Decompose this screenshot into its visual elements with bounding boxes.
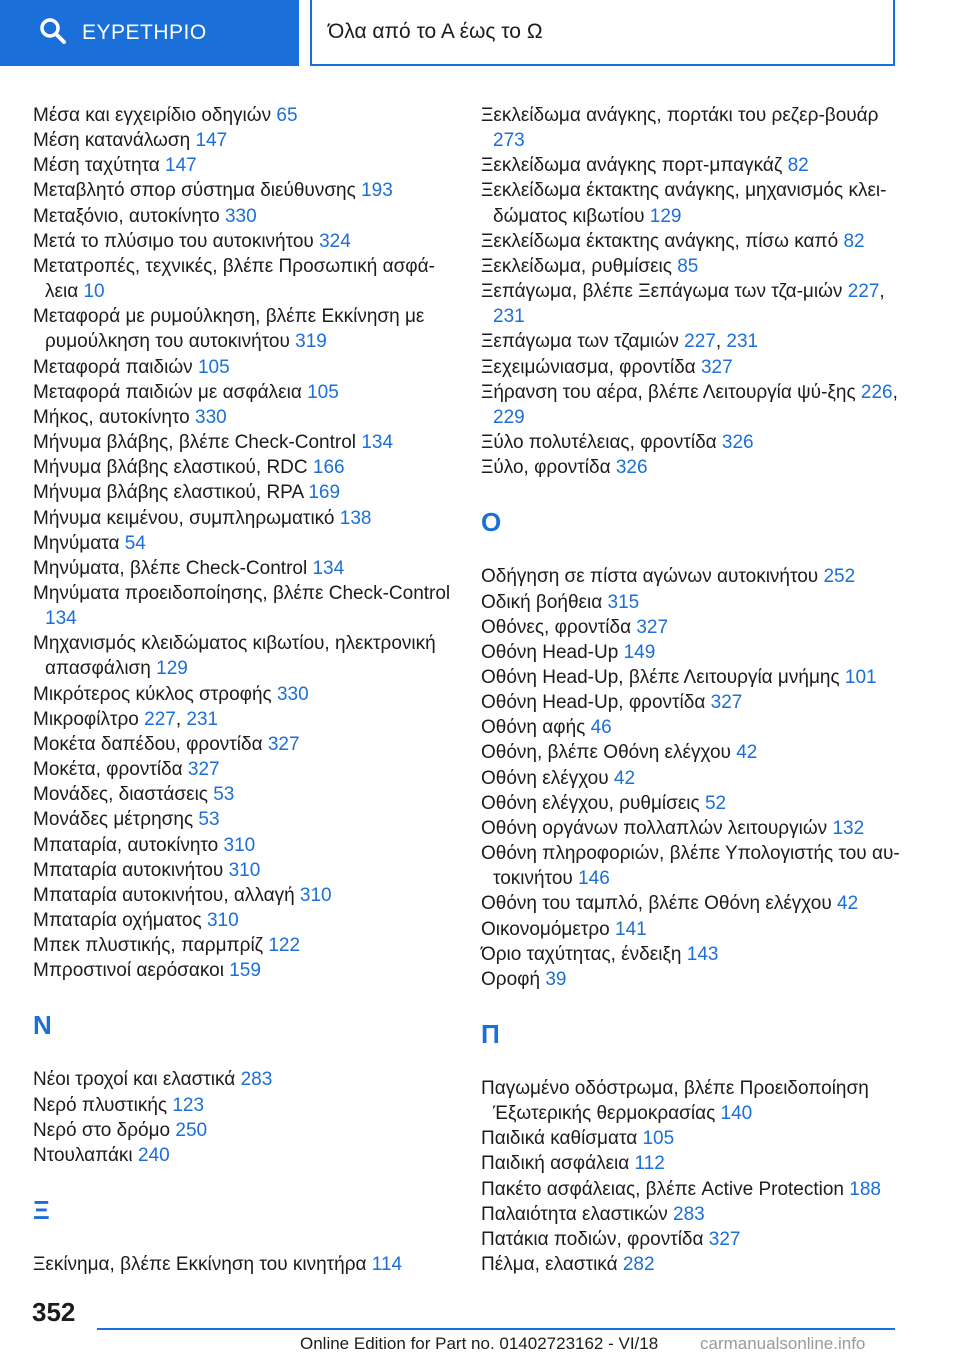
index-entry xyxy=(481,891,901,916)
page-link[interactable]: 310 xyxy=(228,859,261,881)
index-term: Οθόνη Head-Up xyxy=(481,641,624,663)
page-link[interactable]: 122 xyxy=(268,935,301,957)
page-link[interactable]: 327 xyxy=(710,692,743,714)
index-term: Μπαταρία αυτοκινήτου xyxy=(33,859,229,881)
index-term: Μήνυμα κειμένου, συμπληρωματικό xyxy=(33,507,340,529)
index-term: Μεταβλητό σπορ σύστημα διεύθυνσης xyxy=(33,180,362,202)
page-link[interactable]: 283 xyxy=(240,1069,273,1091)
index-entry xyxy=(33,958,453,983)
index-entry xyxy=(33,229,453,254)
index-entry xyxy=(33,1093,453,1118)
index-term: Ξεχειμώνιασμα, φροντίδα xyxy=(481,356,701,378)
page-link[interactable]: 149 xyxy=(623,641,656,663)
page-link[interactable]: 310 xyxy=(223,834,256,856)
index-entry xyxy=(33,480,453,505)
page-link[interactable]: 327 xyxy=(187,759,220,781)
index-entry xyxy=(33,1252,453,1277)
index-term: Οθόνη ελέγχου xyxy=(481,767,614,789)
index-entry xyxy=(481,1227,901,1252)
index-term: Οθόνη, βλέπε Οθόνη ελέγχου xyxy=(481,742,737,764)
index-term: Παλαιότητα ελαστικών xyxy=(481,1203,673,1225)
page-link[interactable]: 42 xyxy=(736,742,758,764)
page-link[interactable]: 141 xyxy=(615,918,647,940)
page-link[interactable]: 146 xyxy=(578,868,610,890)
page-link[interactable]: 282 xyxy=(622,1254,655,1276)
index-entry xyxy=(33,883,453,908)
index-term: Ξεκλείδωμα έκτακτης ανάγκης, μηχανισμός κλει-δώματος κιβωτίου xyxy=(481,180,887,227)
index-term: Μηνύματα xyxy=(33,532,125,554)
index-entry xyxy=(33,128,453,153)
index-term: Όριο ταχύτητας, ένδειξη xyxy=(481,943,687,965)
index-entry xyxy=(33,631,453,681)
index-term: Παιδική ασφάλεια xyxy=(481,1153,635,1175)
page-link[interactable]: 129 xyxy=(649,205,682,227)
index-entry xyxy=(481,816,901,841)
page-link[interactable]: 227 xyxy=(684,331,716,353)
page-link[interactable]: 105 xyxy=(197,356,230,378)
page-link[interactable]: 193 xyxy=(361,180,393,202)
index-term: Μοκέτα δαπέδου, φροντίδα xyxy=(33,733,268,755)
section-letter: Ο xyxy=(481,507,502,538)
index-term: Ξήρανση του αέρα, βλέπε Λειτουργία ψύ-ξης xyxy=(481,381,861,403)
index-entry xyxy=(481,153,901,178)
page-link[interactable]: 129 xyxy=(156,658,188,680)
index-entry xyxy=(481,1252,901,1277)
page-link[interactable]: 273 xyxy=(493,130,525,152)
page-link[interactable]: 319 xyxy=(295,331,327,353)
index-term: Οθόνη οργάνων πολλαπλών λειτουργιών xyxy=(481,817,833,839)
index-term: Μεταξόνιο, αυτοκίνητο xyxy=(33,205,225,227)
index-term: Παγωμένο οδόστρωμα, βλέπε Προειδοποίηση Έξωτερικής θερμοκρασίας xyxy=(481,1078,869,1125)
index-entry xyxy=(33,178,453,203)
index-term: Μηνύματα προειδοποίησης, βλέπε Check-Control xyxy=(33,582,451,604)
page-link[interactable]: 310 xyxy=(206,910,239,931)
edition-note: Online Edition for Part no. 01402723162 - VI/18 xyxy=(300,1334,659,1353)
page-link[interactable]: 231 xyxy=(186,708,219,730)
page-link[interactable]: 52 xyxy=(704,792,727,814)
index-entry xyxy=(33,204,453,229)
index-term: Μηχανισμός κλειδώματος κιβωτίου, ηλεκτρονική απασφάλιση xyxy=(33,633,436,680)
index-term: Ξεκλείδωμα έκτακτης ανάγκης, πίσω καπό xyxy=(481,230,844,252)
index-term: Νερό πλυστικής xyxy=(33,1094,173,1116)
index-entry xyxy=(33,782,453,807)
page-link[interactable]: 327 xyxy=(708,1228,741,1250)
page-link[interactable]: 65 xyxy=(276,105,298,126)
page-link[interactable]: 147 xyxy=(165,155,197,177)
index-entry xyxy=(33,581,453,631)
index-term: Οθόνες, φροντίδα xyxy=(481,616,637,638)
index-term: Μέση ταχύτητα xyxy=(33,155,166,177)
page-link[interactable]: 101 xyxy=(844,666,877,688)
section-letter: Π xyxy=(481,1019,500,1049)
index-entry xyxy=(33,682,453,707)
index-entry xyxy=(33,380,453,405)
index-entry xyxy=(481,715,901,740)
index-term: Νερό στο δρόμο xyxy=(33,1119,176,1141)
index-entry: Ξεπάγωμα, βλέπε Ξεπάγωμα των τζα-μιών 227, 231 xyxy=(481,281,885,328)
index-entry xyxy=(481,229,901,254)
index-entry xyxy=(481,1076,901,1126)
page-link[interactable]: 159 xyxy=(229,960,261,982)
index-term: Μεταφορά παιδιών xyxy=(33,356,198,378)
page-link[interactable]: 330 xyxy=(224,205,257,227)
index-entry xyxy=(481,740,901,765)
index-term: Οθόνη Head-Up, βλέπε Λειτουργία μνήμης xyxy=(481,666,845,688)
index-entry xyxy=(33,355,453,380)
page-link[interactable]: 123 xyxy=(172,1094,205,1116)
page-link[interactable]: 326 xyxy=(615,457,648,479)
index-entry: Μικροφίλτρο 227, 231 xyxy=(33,708,219,730)
page-link[interactable]: 169 xyxy=(308,482,341,504)
page-link[interactable]: 53 xyxy=(198,809,220,831)
index-entry xyxy=(481,791,901,816)
index-term: Ξύλο, φροντίδα xyxy=(481,457,616,479)
index-term: Πακέτο ασφάλειας, βλέπε Active Protection xyxy=(481,1178,850,1200)
page-link[interactable]: 143 xyxy=(686,943,719,965)
index-entry: Ξεπάγωμα των τζαμιών 227, 231 xyxy=(481,331,759,353)
index-term: Ξεκλείδωμα, ρυθμίσεις xyxy=(481,255,678,277)
index-term: Ξεκλείδωμα ανάγκης, πορτάκι του ρεζερ-βουάρ xyxy=(481,105,879,126)
page-link[interactable]: 227 xyxy=(144,708,176,730)
page-link[interactable]: 188 xyxy=(849,1178,881,1200)
index-term: Οθόνη του ταμπλό, βλέπε Οθόνη ελέγχου xyxy=(481,893,837,915)
page-link[interactable]: 134 xyxy=(45,608,77,630)
page-link[interactable]: 39 xyxy=(545,968,567,990)
index-term: Μονάδες μέτρησης xyxy=(33,809,199,831)
page-link[interactable]: 327 xyxy=(636,616,669,638)
page-link[interactable]: 114 xyxy=(371,1254,403,1276)
index-term: Οδήγηση σε πίστα αγώνων αυτοκινήτου xyxy=(481,566,824,588)
index-term: Μονάδες, διαστάσεις xyxy=(33,784,214,806)
index-term: Νέοι τροχοί και ελαστικά xyxy=(33,1069,241,1091)
page-link[interactable]: 250 xyxy=(175,1119,208,1141)
page-link[interactable]: 327 xyxy=(700,356,733,378)
page-link[interactable]: 112 xyxy=(634,1153,665,1175)
index-term: Ξύλο πολυτέλειας, φροντίδα xyxy=(481,432,722,454)
index-entry xyxy=(481,967,901,992)
index-term: Οδική βοήθεια xyxy=(481,591,608,613)
page-link[interactable]: 324 xyxy=(319,230,351,252)
index-entry xyxy=(33,430,453,455)
index-term: Ξεπάγωμα, βλέπε Ξεπάγωμα των τζα-μιών xyxy=(481,281,848,303)
header xyxy=(0,0,960,66)
index-term: Μπροστινοί αερόσακοι xyxy=(33,960,230,982)
index-entry xyxy=(481,430,901,455)
search-icon xyxy=(38,16,68,51)
index-entry xyxy=(33,807,453,832)
index-term: Μέση κατανάλωση xyxy=(33,130,196,152)
index-entry xyxy=(481,1177,901,1202)
page-link[interactable]: 227 xyxy=(847,281,880,303)
index-entry xyxy=(481,1202,901,1227)
index-term: Μπαταρία οχήματος xyxy=(33,910,207,931)
index-entry xyxy=(33,1118,453,1143)
index-term: Ξεκλείδωμα ανάγκης πορτ-μπαγκάζ xyxy=(481,155,788,177)
index-entry xyxy=(33,153,453,178)
a-to-z-tab[interactable] xyxy=(310,0,895,66)
index-entry xyxy=(33,405,453,430)
page-link[interactable]: 134 xyxy=(312,557,345,579)
index-entry xyxy=(481,1126,901,1151)
page-link[interactable]: 240 xyxy=(137,1144,170,1166)
page-link[interactable]: 330 xyxy=(276,683,309,705)
footer-divider xyxy=(97,1328,895,1330)
index-entry xyxy=(33,732,453,757)
index-entry xyxy=(33,531,453,556)
index-term: Παιδικά καθίσματα xyxy=(481,1128,643,1150)
index-entry xyxy=(33,1143,453,1168)
page-link[interactable]: 226 xyxy=(860,381,893,403)
index-entry xyxy=(481,103,901,153)
index-term: Οικονομόμετρο xyxy=(481,918,615,940)
index-tab[interactable] xyxy=(0,0,299,66)
page-link[interactable]: 10 xyxy=(83,281,105,303)
section-letter: Ν xyxy=(33,1010,52,1041)
index-term: Ξεκίνημα, βλέπε Εκκίνηση του κινητήρα xyxy=(33,1254,372,1276)
page-link[interactable]: 132 xyxy=(832,817,865,839)
index-entry xyxy=(33,933,453,958)
index-entry xyxy=(33,908,453,933)
index-term: Μικροφίλτρο xyxy=(33,708,145,730)
index-entry xyxy=(33,858,453,883)
page-link[interactable]: 326 xyxy=(721,432,754,454)
index-term: Ξεπάγωμα των τζαμιών xyxy=(481,331,685,353)
index-term: Οθόνη Head-Up, φροντίδα xyxy=(481,692,711,714)
index-entry xyxy=(481,178,901,228)
index-term: Μήνυμα βλάβης, βλέπε Check-Control xyxy=(33,432,362,454)
index-term: Πατάκια ποδιών, φροντίδα xyxy=(481,1228,709,1250)
index-term: Μετά το πλύσιμο του αυτοκινήτου xyxy=(33,230,320,252)
index-entry xyxy=(33,304,453,354)
page-link[interactable]: 42 xyxy=(613,767,636,789)
index-entry xyxy=(33,757,453,782)
index-term: Πέλμα, ελαστικά xyxy=(481,1254,623,1276)
page-link[interactable]: 252 xyxy=(823,566,856,588)
index-term: Μήκος, αυτοκίνητο xyxy=(33,406,195,428)
index-term: Μπεκ πλυστικής, παρμπρίζ xyxy=(33,935,269,957)
index-entry xyxy=(33,254,453,304)
index-term: Μεταφορά με ρυμούλκηση, βλέπε Εκκίνηση με ρυμούλκηση του αυτοκινήτου xyxy=(33,306,425,353)
index-term: Οροφή xyxy=(481,968,546,990)
page-link[interactable]: 231 xyxy=(493,306,525,328)
index-entry xyxy=(481,1151,901,1176)
index-term: Μικρότερος κύκλος στροφής xyxy=(33,683,277,705)
page-link[interactable]: 54 xyxy=(124,532,146,554)
section-letter: Ξ xyxy=(33,1195,50,1226)
page-link[interactable]: 85 xyxy=(677,255,699,277)
index-term: Μήνυμα βλάβης ελαστικού, RDC xyxy=(33,457,313,479)
index-entry xyxy=(33,1067,453,1092)
page-link[interactable]: 42 xyxy=(837,893,859,915)
index-tab-label: ΕΥΡΕΤΗΡΙΟ xyxy=(82,21,207,44)
page-link[interactable]: 140 xyxy=(720,1103,753,1125)
index-entry xyxy=(481,564,901,589)
page-link[interactable]: 53 xyxy=(213,784,235,806)
page-link[interactable]: 105 xyxy=(307,381,339,403)
index-entry xyxy=(33,833,453,858)
page-link[interactable]: 327 xyxy=(267,733,300,755)
page-number: 352 xyxy=(32,1297,76,1327)
page-link[interactable]: 105 xyxy=(642,1128,675,1150)
index-entry xyxy=(481,455,901,480)
index-term: Οθόνη αφής xyxy=(481,717,591,739)
index-term: Μέσα και εγχειρίδιο οδηγιών xyxy=(33,105,277,126)
a-to-z-tab-label: Όλα από το Α έως το Ω xyxy=(328,20,543,43)
index-term: Οθόνη πληροφοριών, βλέπε Υπολογιστής του αυ-τοκινήτου xyxy=(481,843,900,890)
page-link[interactable]: 134 xyxy=(361,432,394,454)
index-entry xyxy=(481,590,901,615)
watermark: carmanualsonline.info xyxy=(700,1334,866,1353)
index-term: Μοκέτα, φροντίδα xyxy=(33,759,188,781)
index-entry xyxy=(481,942,901,967)
index-entry xyxy=(481,841,901,891)
index-entry xyxy=(33,506,453,531)
index-term: Μπαταρία αυτοκινήτου, αλλαγή xyxy=(33,884,300,906)
index-entry xyxy=(481,665,901,690)
index-term: Μηνύματα, βλέπε Check-Control xyxy=(33,557,313,579)
page-link[interactable]: 138 xyxy=(339,507,372,529)
index-entry xyxy=(481,355,901,380)
index-column-right xyxy=(481,103,901,1277)
index-entry xyxy=(481,615,901,640)
page-link[interactable]: 166 xyxy=(312,457,345,479)
index-term: Μήνυμα βλάβης ελαστικού, RPA xyxy=(33,482,309,504)
index-term: Οθόνη ελέγχου, ρυθμίσεις xyxy=(481,792,705,814)
page-link[interactable]: 82 xyxy=(787,155,809,177)
page-link[interactable]: 310 xyxy=(299,884,332,906)
index-term: Μπαταρία, αυτοκίνητο xyxy=(33,834,224,856)
page-link[interactable]: 330 xyxy=(195,406,227,428)
index-entry xyxy=(481,640,901,665)
index-entry xyxy=(33,556,453,581)
index-entry xyxy=(481,917,901,942)
index-term: Μεταφορά παιδιών με ασφάλεια xyxy=(33,381,308,403)
page-link[interactable]: 147 xyxy=(195,130,228,152)
index-entry xyxy=(33,103,453,128)
index-entry xyxy=(481,690,901,715)
page-link[interactable]: 315 xyxy=(607,591,640,613)
page-link[interactable]: 229 xyxy=(493,406,525,428)
index-entry xyxy=(33,455,453,480)
page-link[interactable]: 46 xyxy=(590,717,612,739)
index-term: Ντουλαπάκι xyxy=(33,1144,138,1166)
page-link[interactable]: 231 xyxy=(726,331,759,353)
index-entry: Ξήρανση του αέρα, βλέπε Λειτουργία ψύ-ξης 226, 229 xyxy=(481,381,898,428)
page-link[interactable]: 283 xyxy=(673,1203,705,1225)
page-link[interactable]: 82 xyxy=(843,230,865,252)
index-entry xyxy=(481,254,901,279)
index-entry xyxy=(481,766,901,791)
index-column-left xyxy=(33,103,453,1277)
index-term: Μετατροπές, τεχνικές, βλέπε Προσωπική ασφά-λεια xyxy=(33,255,435,303)
